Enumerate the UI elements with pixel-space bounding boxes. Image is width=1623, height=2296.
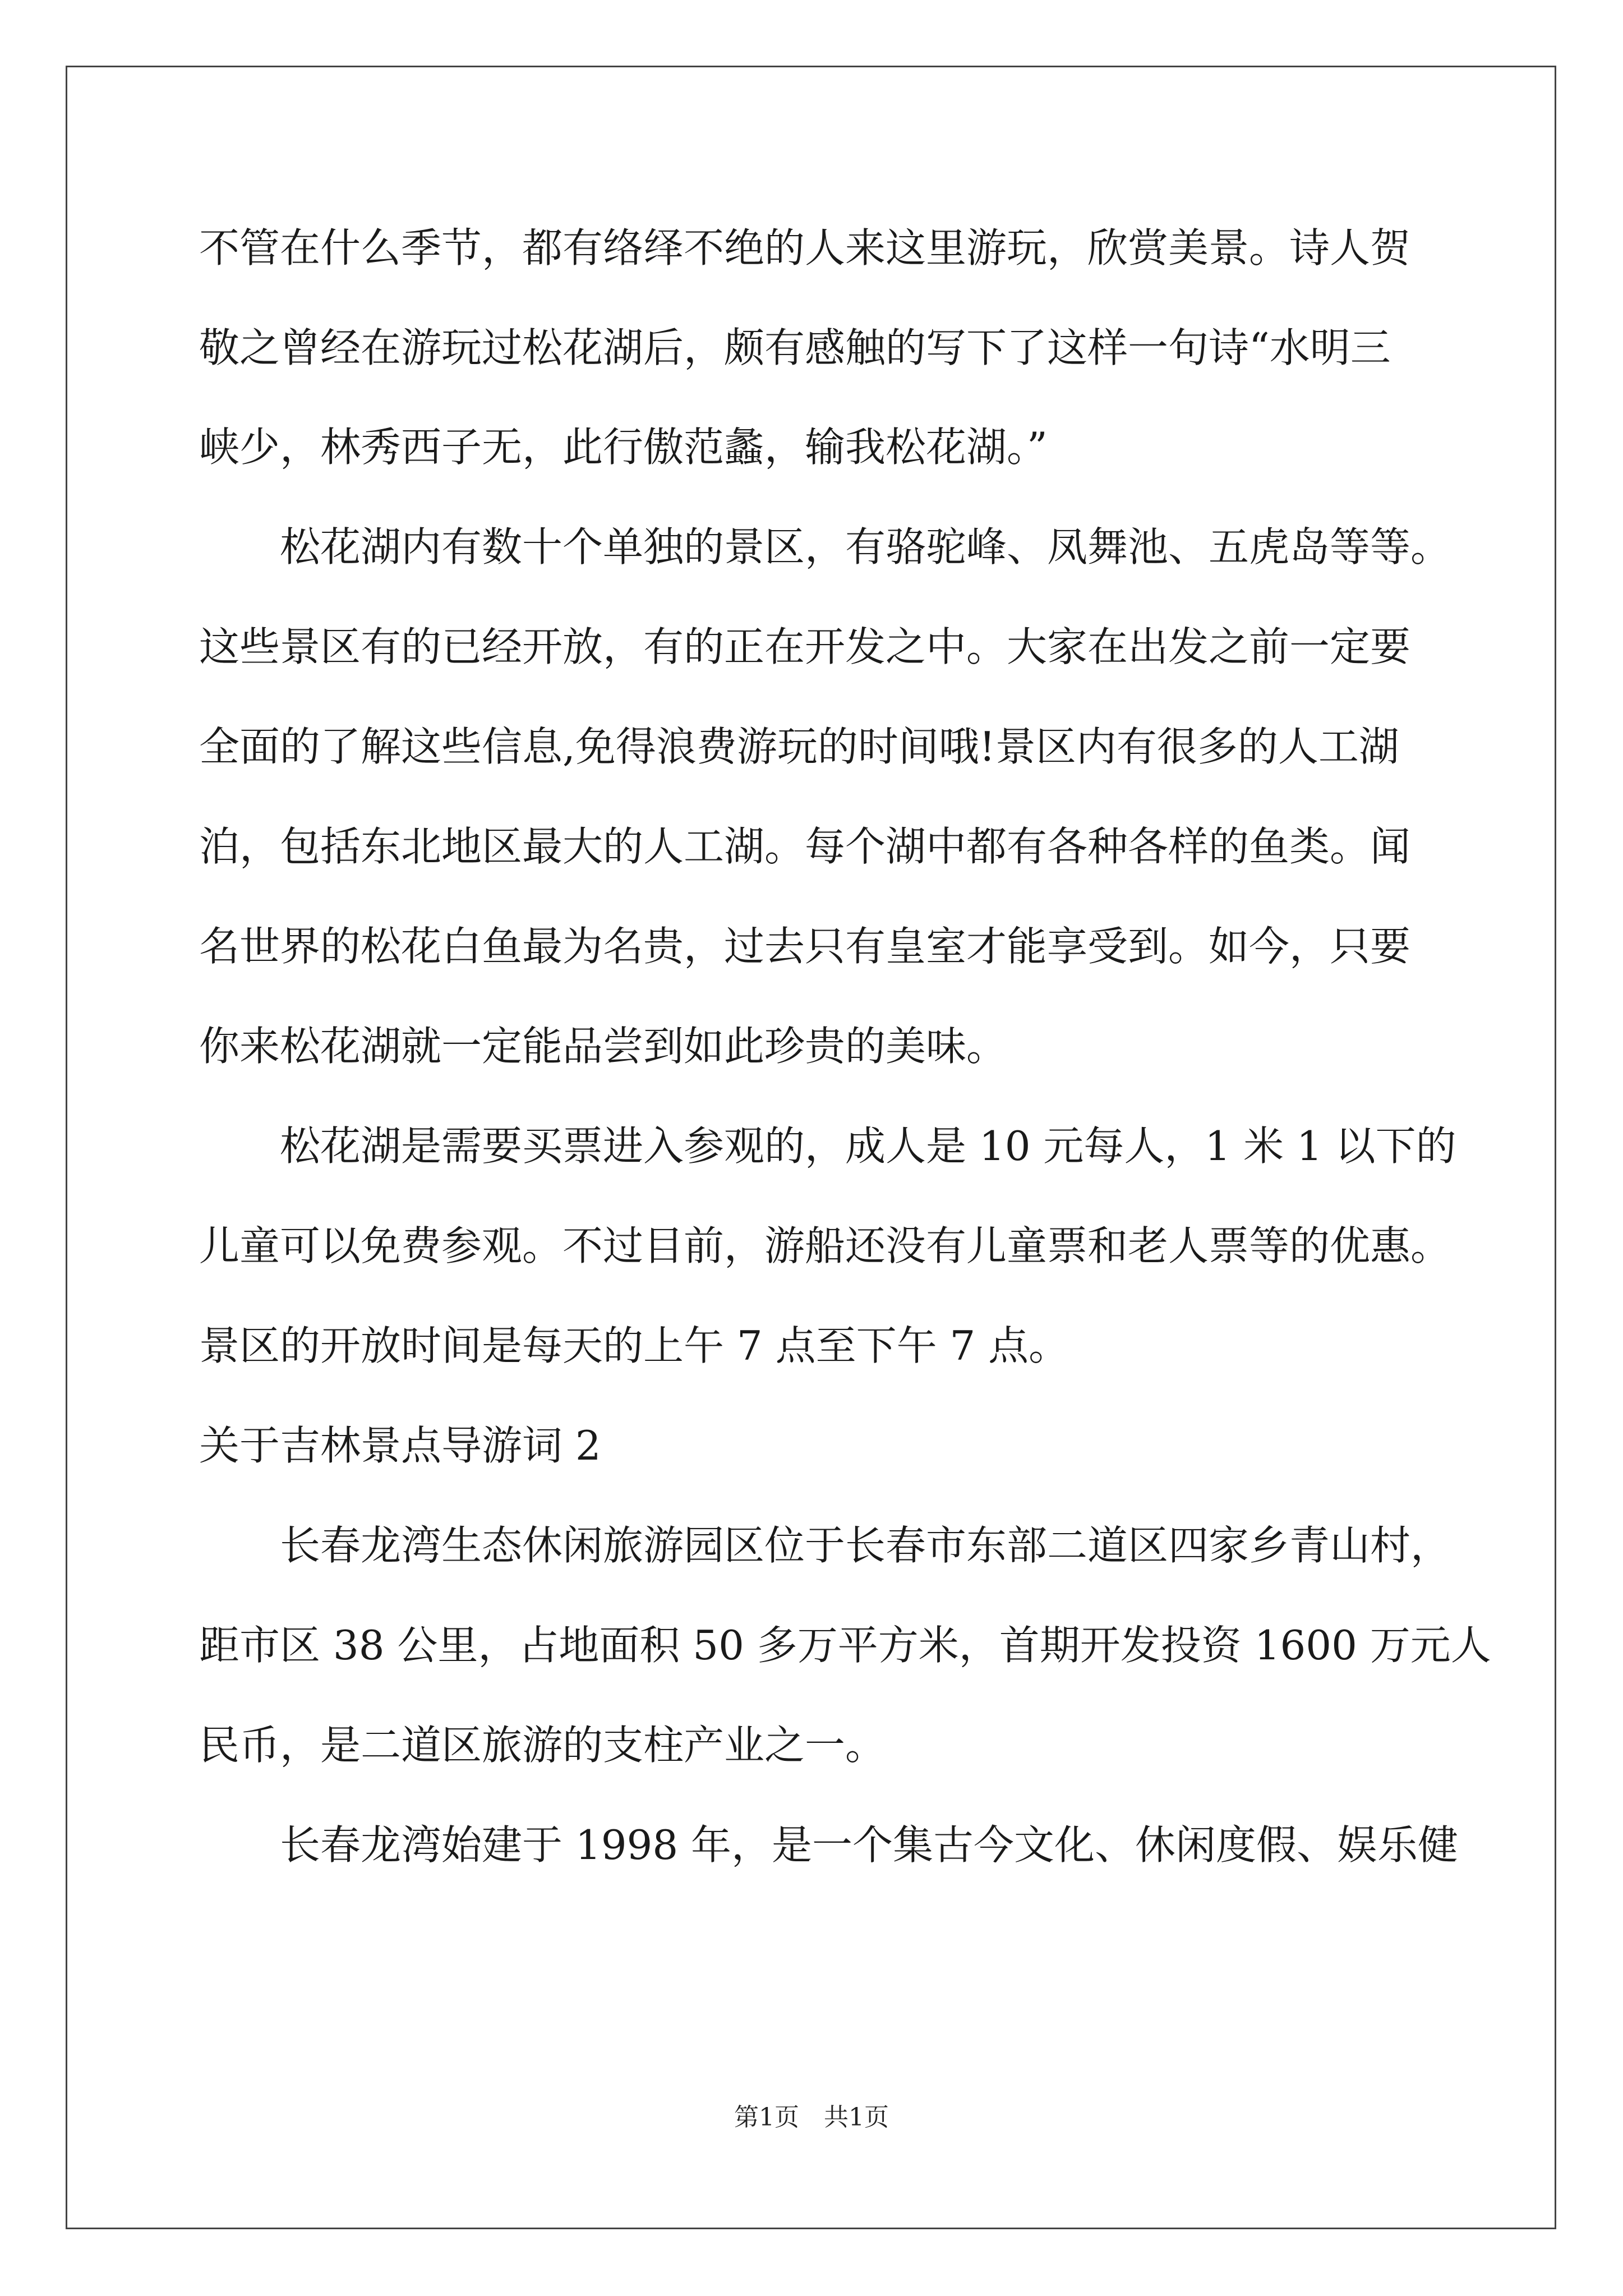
- body-line-11: 儿童可以免费参观。不过目前，游船还没有儿童票和老人票等的优惠。: [199, 1222, 1451, 1269]
- body-line-1: 不管在什么季节，都有络绎不绝的人来这里游玩，欣赏美景。诗人贺: [199, 224, 1411, 272]
- body-line-16: 民币，是二道区旅游的支柱产业之一。: [199, 1722, 886, 1769]
- body-line-4: 松花湖内有数十个单独的景区，有骆驼峰、凤舞池、五虎岛等等。: [199, 523, 1451, 570]
- body-line-6: 全面的了解这些信息,免得浪费游玩的时间哦!景区内有很多的人工湖: [199, 723, 1399, 770]
- body-line-2: 敬之曾经在游玩过松花湖后，颇有感触的写下了这样一句诗“水明三: [199, 324, 1391, 371]
- page-footer: 第1页 共1页: [734, 2103, 889, 2132]
- section-heading: 关于吉林景点导游词 2: [199, 1422, 601, 1469]
- body-line-7: 泊，包括东北地区最大的人工湖。每个湖中都有各种各样的鱼类。闻: [199, 823, 1411, 870]
- body-line-5: 这些景区有的已经开放，有的正在开发之中。大家在出发之前一定要: [199, 623, 1411, 670]
- body-line-15: 距市区 38 公里，占地面积 50 多万平方米，首期开发投资 1600 万元人: [199, 1622, 1491, 1669]
- body-line-14: 长春龙湾生态休闲旅游园区位于长春市东部二道区四家乡青山村，: [199, 1522, 1451, 1569]
- body-line-17: 长春龙湾始建于 1998 年，是一个集古今文化、休闲度假、娱乐健: [199, 1821, 1459, 1869]
- body-line-12: 景区的开放时间是每天的上午 7 点至下午 7 点。: [199, 1322, 1069, 1369]
- body-line-10: 松花湖是需要买票进入参观的，成人是 10 元每人，1 米 1 以下的: [199, 1122, 1456, 1170]
- body-line-9: 你来松花湖就一定能品尝到如此珍贵的美味。: [199, 1023, 1007, 1070]
- body-line-3: 峡少，林秀西子无，此行傲范蠡，输我松花湖。”: [199, 424, 1048, 471]
- body-line-8: 名世界的松花白鱼最为名贵，过去只有皇室才能享受到。如今，只要: [199, 923, 1411, 970]
